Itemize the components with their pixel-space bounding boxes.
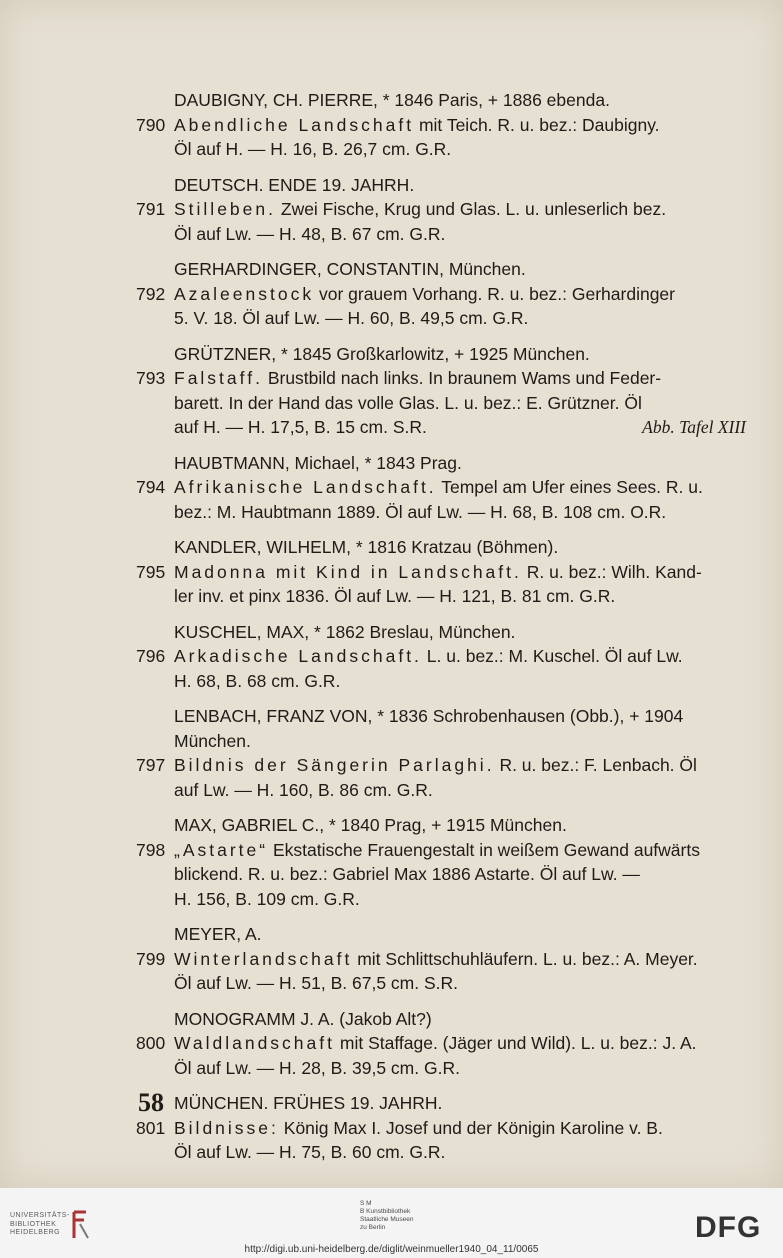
artist-heading: DAUBIGNY, CH. PIERRE, * 1846 Paris, + 1886 ebenda. xyxy=(174,90,610,110)
lot-description xyxy=(174,1031,746,1056)
library-line: UNIVERSITÄTS- xyxy=(10,1212,70,1219)
artist-heading: HAUBTMANN, Michael, * 1843 Prag. xyxy=(174,452,462,473)
lot-description-text: H. 68, B. 68 cm. G.R. xyxy=(174,670,341,691)
artwork-title: Stilleben. xyxy=(174,199,276,219)
library-logo-icon xyxy=(70,1210,92,1240)
indent xyxy=(136,887,174,912)
artwork-title: Arkadische Landschaft. xyxy=(174,646,422,666)
lot-line xyxy=(136,947,746,972)
indent xyxy=(136,971,174,996)
indent xyxy=(136,222,174,247)
lot-description-line xyxy=(174,500,746,525)
lot-description-line xyxy=(174,669,746,694)
artwork-details: vor grauem Vorhang. R. u. bez.: Gerhardinger xyxy=(318,283,675,304)
lot-description-line xyxy=(174,862,746,887)
catalog-entry xyxy=(136,813,746,911)
lot-description xyxy=(174,475,746,500)
catalog-entries xyxy=(136,88,746,1176)
lot-description-text: 5. V. 18. Öl auf Lw. — H. 60, B. 49,5 cm. G.R. xyxy=(174,308,529,328)
lot-line xyxy=(136,778,746,803)
lot-line xyxy=(136,560,746,585)
catalog-entry xyxy=(136,451,746,525)
dfg-logo[interactable]: DFG xyxy=(695,1211,762,1244)
lot-description-line xyxy=(174,887,746,912)
catalog-entry xyxy=(136,1091,746,1165)
indent xyxy=(136,391,174,416)
artwork-title: Waldlandschaft xyxy=(174,1033,335,1053)
lot-number: 792 xyxy=(136,283,166,304)
lot-line xyxy=(136,862,746,887)
catalog-entry xyxy=(136,257,746,331)
lot-description-line xyxy=(174,222,746,247)
indent xyxy=(136,584,174,609)
lot-description-text: bez.: M. Haubtmann 1889. Öl auf Lw. — H. 68, B. 108 cm. O.R. xyxy=(174,501,667,522)
indent xyxy=(136,306,174,331)
lot-line xyxy=(136,971,746,996)
catalog-entry xyxy=(136,535,746,609)
lot-description-line xyxy=(174,1140,746,1165)
indent xyxy=(136,778,174,803)
lot-number: 801 xyxy=(136,1117,166,1138)
lot-description-line xyxy=(174,137,746,162)
artwork-details: R. u. bez.: Wilh. Kand- xyxy=(526,561,702,582)
artist-heading-continued: München. xyxy=(174,730,251,751)
lot-line xyxy=(136,366,746,391)
lot-description xyxy=(174,753,746,778)
lot-number: 799 xyxy=(136,948,166,969)
indent xyxy=(136,1056,174,1081)
lot-description-line xyxy=(174,415,746,440)
lot-description-text: Öl auf Lw. — H. 48, B. 67 cm. G.R. xyxy=(174,223,446,244)
artwork-details: mit Teich. R. u. bez.: Daubigny. xyxy=(418,114,660,135)
lot-description xyxy=(174,560,746,585)
artist-heading: KANDLER, WILHELM, * 1816 Kratzau (Böhmen). xyxy=(174,537,559,557)
lot-number: 800 xyxy=(136,1033,166,1053)
partner-line: B Kunstbibliothek xyxy=(360,1208,411,1215)
indent xyxy=(136,1140,174,1165)
lot-line xyxy=(136,475,746,500)
page-number: 58 xyxy=(138,1088,164,1117)
lot-description-line xyxy=(174,971,746,996)
artwork-title: Winterlandschaft xyxy=(174,948,353,969)
catalog-entry xyxy=(136,173,746,247)
lot-description-text: blickend. R. u. bez.: Gabriel Max 1886 Astarte. Öl auf Lw. — xyxy=(174,864,640,884)
lot-line xyxy=(136,306,746,331)
lot-description-line xyxy=(174,391,746,416)
lot-description-line xyxy=(174,1056,746,1081)
catalog-entry xyxy=(136,620,746,694)
lot-number: 797 xyxy=(136,755,166,775)
artwork-details: König Max I. Josef und der Königin Karoline v. B. xyxy=(283,1117,663,1138)
catalog-entry xyxy=(136,1007,746,1081)
artwork-title: „Astarte“ xyxy=(174,839,269,860)
lot-description-text: Öl auf Lw. — H. 75, B. 60 cm. G.R. xyxy=(174,1142,446,1162)
lot-description-line xyxy=(174,778,746,803)
artwork-details: L. u. bez.: M. Kuschel. Öl auf Lw. xyxy=(426,646,683,666)
catalog-entry xyxy=(136,922,746,996)
artwork-title: Azaleenstock xyxy=(174,283,315,304)
lot-description-text: Öl auf H. — H. 16, B. 26,7 cm. G.R. xyxy=(174,139,452,159)
partner-line: Staatliche Museen xyxy=(360,1216,414,1223)
lot-line xyxy=(136,584,746,609)
lot-description xyxy=(174,366,746,391)
lot-line xyxy=(136,644,746,669)
artist-heading: MONOGRAMM J. A. (Jakob Alt?) xyxy=(174,1008,432,1029)
catalog-entry xyxy=(136,88,746,162)
indent xyxy=(136,500,174,525)
artwork-details: mit Staffage. (Jäger und Wild). L. u. bez.: J. A. xyxy=(339,1033,697,1053)
lot-description xyxy=(174,197,746,222)
artwork-title: Abendliche Landschaft xyxy=(174,114,415,135)
artwork-title: Madonna mit Kind in Landschaft. xyxy=(174,561,522,582)
lot-description-line xyxy=(174,584,746,609)
lot-line xyxy=(136,1031,746,1056)
artwork-title: Afrikanische Landschaft. xyxy=(174,477,437,497)
artwork-title: Falstaff. xyxy=(174,368,263,388)
lot-description-text: Öl auf Lw. — H. 51, B. 67,5 cm. S.R. xyxy=(174,973,458,993)
artist-heading: LENBACH, FRANZ VON, * 1836 Schrobenhausen (Obb.), + 1904 xyxy=(174,706,684,726)
lot-description xyxy=(174,947,746,972)
lot-line xyxy=(136,391,746,416)
lot-number: 791 xyxy=(136,199,166,219)
indent xyxy=(136,669,174,694)
lot-line xyxy=(136,1116,746,1141)
partner-line: zu Berlin xyxy=(360,1224,386,1231)
artwork-details: R. u. bez.: F. Lenbach. Öl xyxy=(499,755,697,775)
lot-line xyxy=(136,500,746,525)
artist-heading: DEUTSCH. ENDE 19. JAHRH. xyxy=(174,174,415,195)
lot-description xyxy=(174,113,746,138)
lot-line xyxy=(136,887,746,912)
artist-heading: GRÜTZNER, * 1845 Großkarlowitz, + 1925 München. xyxy=(174,343,590,364)
catalog-entry xyxy=(136,342,746,440)
lot-description xyxy=(174,282,746,307)
artwork-details: Zwei Fische, Krug und Glas. L. u. unleserlich bez. xyxy=(280,199,667,219)
lot-line xyxy=(136,222,746,247)
plate-reference: Abb. Tafel XIII xyxy=(642,417,746,437)
lot-line xyxy=(136,282,746,307)
artist-heading: MÜNCHEN. FRÜHES 19. JAHRH. xyxy=(174,1093,443,1113)
lot-line xyxy=(136,838,746,863)
lot-description-text: ler inv. et pinx 1836. Öl auf Lw. — H. 121, B. 81 cm. G.R. xyxy=(174,586,616,606)
lot-line xyxy=(136,113,746,138)
artist-heading: MEYER, A. xyxy=(174,924,262,944)
library-line: HEIDELBERG xyxy=(10,1229,61,1236)
lot-description xyxy=(174,1116,746,1141)
artist-heading: KUSCHEL, MAX, * 1862 Breslau, München. xyxy=(174,621,516,642)
lot-description-text: auf H. — H. 17,5, B. 15 cm. S.R. xyxy=(174,417,427,437)
lot-line xyxy=(136,197,746,222)
lot-line xyxy=(136,137,746,162)
lot-number: 790 xyxy=(136,114,166,135)
lot-line xyxy=(136,669,746,694)
lot-line xyxy=(136,1056,746,1081)
artist-heading: GERHARDINGER, CONSTANTIN, München. xyxy=(174,259,526,279)
artist-heading: MAX, GABRIEL C., * 1840 Prag, + 1915 München. xyxy=(174,815,567,835)
partner-line: S M xyxy=(360,1200,372,1207)
lot-description xyxy=(174,838,746,863)
lot-line xyxy=(136,415,746,440)
indent xyxy=(136,415,174,440)
lot-number: 795 xyxy=(136,561,166,582)
indent xyxy=(136,137,174,162)
artwork-title: Bildnis der Sängerin Parlaghi. xyxy=(174,755,495,775)
lot-description-text: auf Lw. — H. 160, B. 86 cm. G.R. xyxy=(174,779,433,800)
lot-description-text: H. 156, B. 109 cm. G.R. xyxy=(174,888,360,909)
artwork-details: mit Schlittschuhläufern. L. u. bez.: A. Meyer. xyxy=(357,948,698,969)
artwork-details: Tempel am Ufer eines Sees. R. u. xyxy=(441,477,703,497)
lot-number: 793 xyxy=(136,368,166,388)
lot-line xyxy=(136,753,746,778)
permalink-url[interactable]: http://digi.ub.uni-heidelberg.de/diglit/weinmueller1940_04_11/0065 xyxy=(244,1244,539,1255)
lot-number: 794 xyxy=(136,477,166,497)
lot-description-line xyxy=(174,306,746,331)
lot-description xyxy=(174,644,746,669)
lot-description-text: barett. In der Hand das volle Glas. L. u. bez.: E. Grützner. Öl xyxy=(174,392,642,413)
artwork-title: Bildnisse: xyxy=(174,1117,279,1138)
partner-logo-text xyxy=(360,1200,460,1232)
lot-number: 798 xyxy=(136,839,166,860)
lot-description-text: Öl auf Lw. — H. 28, B. 39,5 cm. G.R. xyxy=(174,1057,460,1078)
library-line: BIBLIOTHEK xyxy=(10,1220,57,1228)
indent xyxy=(136,862,174,887)
lot-line xyxy=(136,1140,746,1165)
catalog-entry xyxy=(136,704,746,802)
artwork-details: Brustbild nach links. In braunem Wams und Feder- xyxy=(267,368,662,388)
artwork-details: Ekstatische Frauengestalt in weißem Gewand aufwärts xyxy=(272,839,700,860)
lot-number: 796 xyxy=(136,646,166,666)
